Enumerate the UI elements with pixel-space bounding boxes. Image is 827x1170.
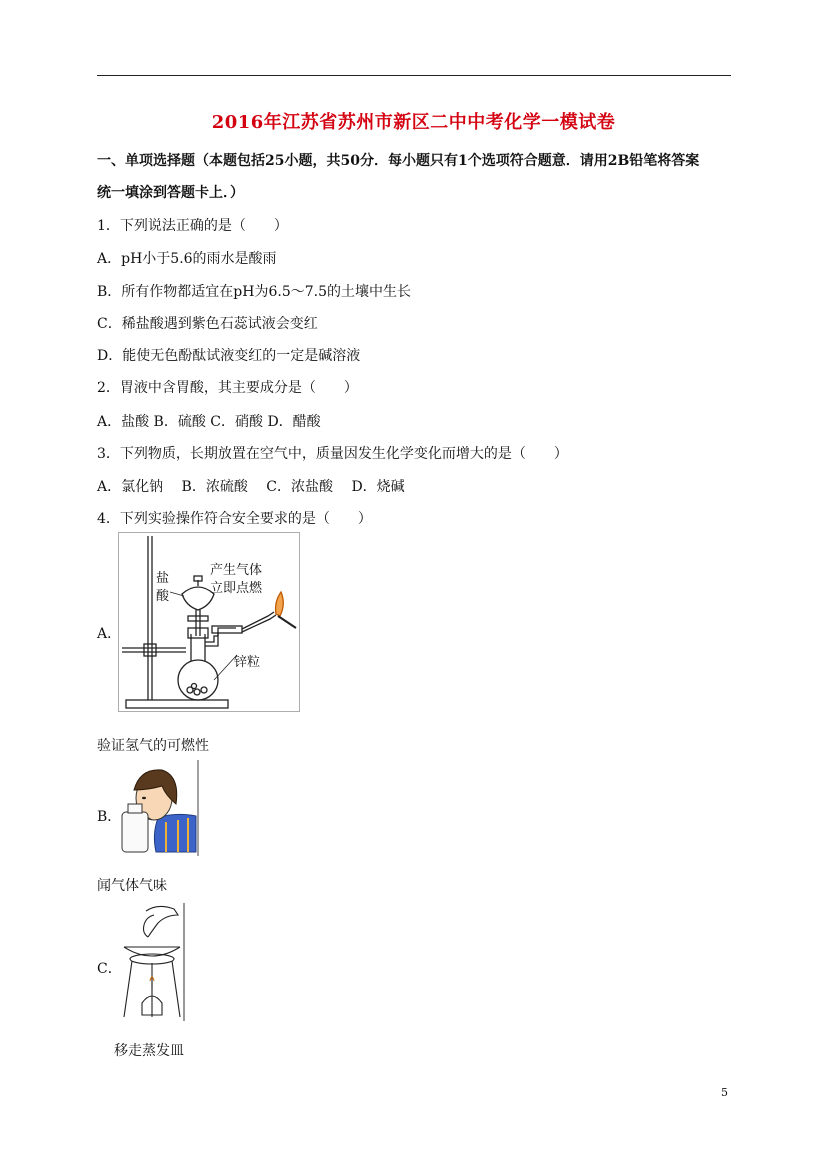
q2-options: A．盐酸 B．硫酸 C．硝酸 D．醋酸	[97, 414, 321, 430]
q4-option-c-caption: 移走蒸发皿	[114, 1043, 184, 1059]
gas-label-2: 立即点燃	[210, 581, 263, 596]
section-heading-line1: 一、单项选择题（本题包括25小题，共50分．每小题只有1个选项符合题意．请用2B铅笔将答案	[97, 153, 700, 169]
acid-label-2: 酸	[156, 589, 170, 604]
q4-option-b-figure	[118, 760, 200, 856]
q4-stem: 4．下列实验操作符合安全要求的是（ ）	[97, 511, 372, 527]
page-number: 5	[721, 1086, 728, 1099]
header-rule	[97, 75, 731, 76]
q4-option-a-figure	[118, 532, 300, 712]
q4-option-c-figure	[118, 903, 186, 1021]
section-heading-line2: 统一填涂到答题卡上．）	[97, 185, 244, 201]
q1-option-b: B．所有作物都适宜在pH为6.5～7.5的土壤中生长	[97, 284, 411, 300]
q3-stem: 3．下列物质，长期放置在空气中，质量因发生化学变化而增大的是（ ）	[97, 446, 568, 462]
q4-option-b-letter: B．	[97, 809, 122, 825]
q4-option-b-caption: 闻气体气味	[97, 878, 167, 894]
q4-option-c-letter: C．	[97, 961, 122, 977]
q2-stem: 2．胃液中含胃酸，其主要成分是（ ）	[97, 380, 358, 396]
q1-option-d: D．能使无色酚酞试液变红的一定是碱溶液	[97, 348, 361, 364]
q1-option-c: C．稀盐酸遇到紫色石蕊试液会变红	[97, 316, 318, 332]
q3-options: A．氯化钠 B．浓硫酸 C．浓盐酸 D．烧碱	[97, 479, 405, 495]
q4-option-a-caption: 验证氢气的可燃性	[97, 738, 209, 754]
zinc-label: 锌粒	[234, 655, 261, 670]
q1-option-a: A．pH小于5.6的雨水是酸雨	[97, 251, 277, 267]
q4-option-a-letter: A．	[97, 626, 122, 642]
acid-label-1: 盐	[156, 571, 170, 586]
q1-stem: 1．下列说法正确的是（ ）	[97, 218, 288, 234]
gas-label-1: 产生气体	[210, 563, 263, 578]
paper-title: 2016年江苏省苏州市新区二中中考化学一模试卷	[211, 112, 616, 133]
